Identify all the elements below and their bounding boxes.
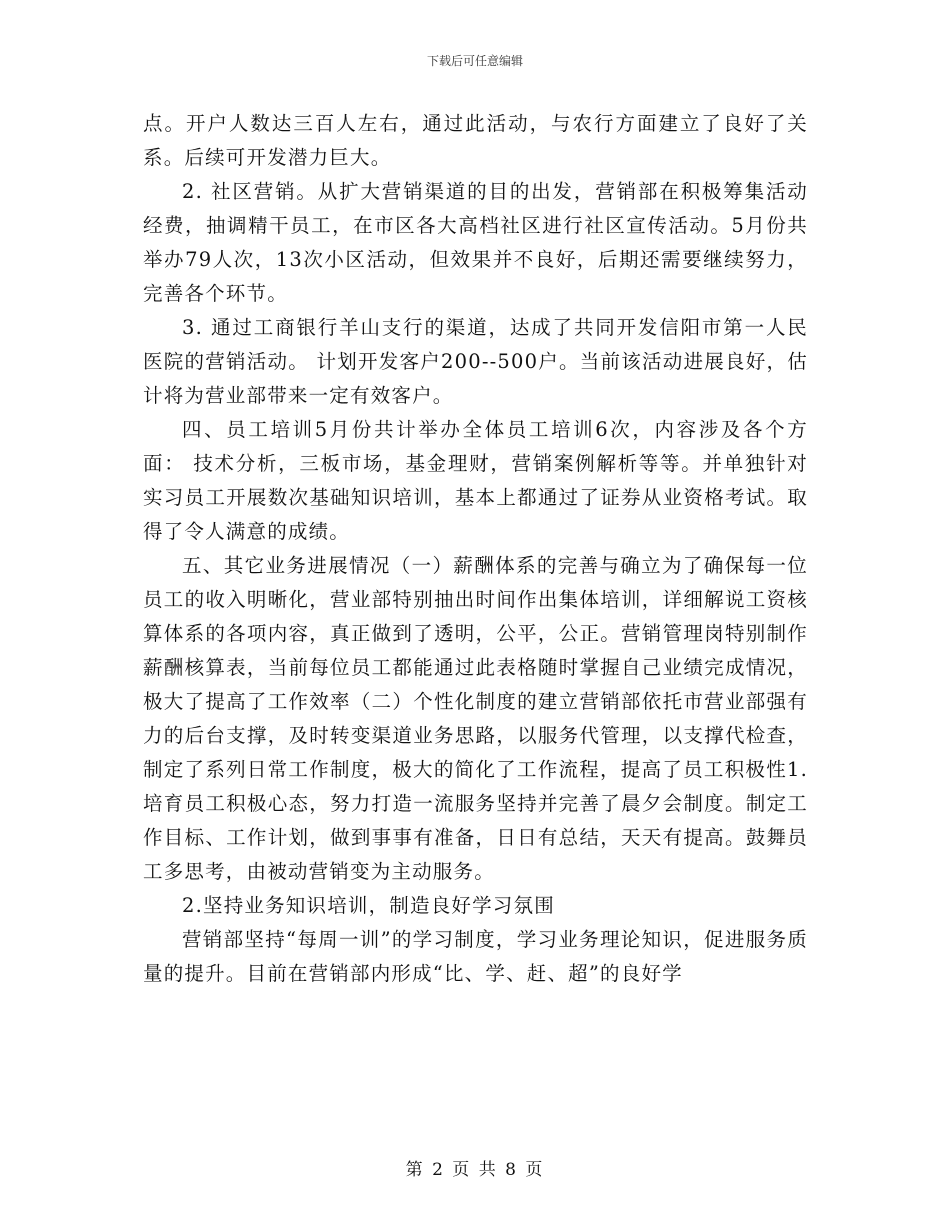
document-body: [143, 107, 808, 991]
paragraph-2: 2. 社区营销。从扩大营销渠道的目的出发，营销部在积极筹集活动经费，抽调精干员工，在市区各大高档社区进行社区宣传活动。5月份共举办79人次，13次小区活动，但效果并不良好，后期还需要继续努力，完善各个环节。: [143, 180, 808, 305]
page-header: 下载后可任意编辑: [426, 54, 523, 68]
paragraph-1: 点。开户人数达三百人左右，通过此活动，与农行方面建立了良好了关系。后续可开发潜力巨大。: [143, 112, 808, 169]
paragraph-6: 2.坚持业务知识培训，制造良好学习氛围: [182, 894, 555, 917]
page-number: 第 2 页 共 8 页: [405, 1160, 545, 1180]
paragraph-4: 四、员工培训5月份共计举办全体员工培训6次，内容涉及各个方面： 技术分析，三板市场，基金理财，营销案例解析等等。并单独针对实习员工开展数次基础知识培训，基本上都通过了证券从业资格考试。取得了令人满意的成绩。: [143, 418, 808, 543]
paragraph-5: 五、其它业务进展情况（一）薪酬体系的完善与确立为了确保每一位员工的收入明晰化，营业部特别抽出时间作出集体培训，详细解说工资核算体系的各项内容，真正做到了透明，公平，公正。营销管理岗特别制作薪酬核算表，当前每位员工都能通过此表格随时掌握自己业绩完成情况，极大了提高了工作效率（二）个性化制度的建立营销部依托市营业部强有力的后台支撑，及时转变渠道业务思路，以服务代管理，以支撑代检查，制定了系列日常工作制度，极大的简化了工作流程，提高了员工积极性1.培育员工积极心态，努力打造一流服务坚持并完善了晨夕会制度。制定工作目标、工作计划，做到事事有准备，日日有总结，天天有提高。鼓舞员工多思考，由被动营销变为主动服务。: [143, 554, 808, 883]
paragraph-7: 营销部坚持“每周一训”的学习制度，学习业务理论知识，促进服务质量的提升。目前在营销部内形成“比、学、赶、超”的良好学: [143, 928, 808, 985]
paragraph-3: 3. 通过工商银行羊山支行的渠道，达成了共同开发信阳市第一人民医院的营销活动。 计划开发客户200--500户。当前该活动进展良好，估计将为营业部带来一定有效客户。: [143, 316, 808, 407]
